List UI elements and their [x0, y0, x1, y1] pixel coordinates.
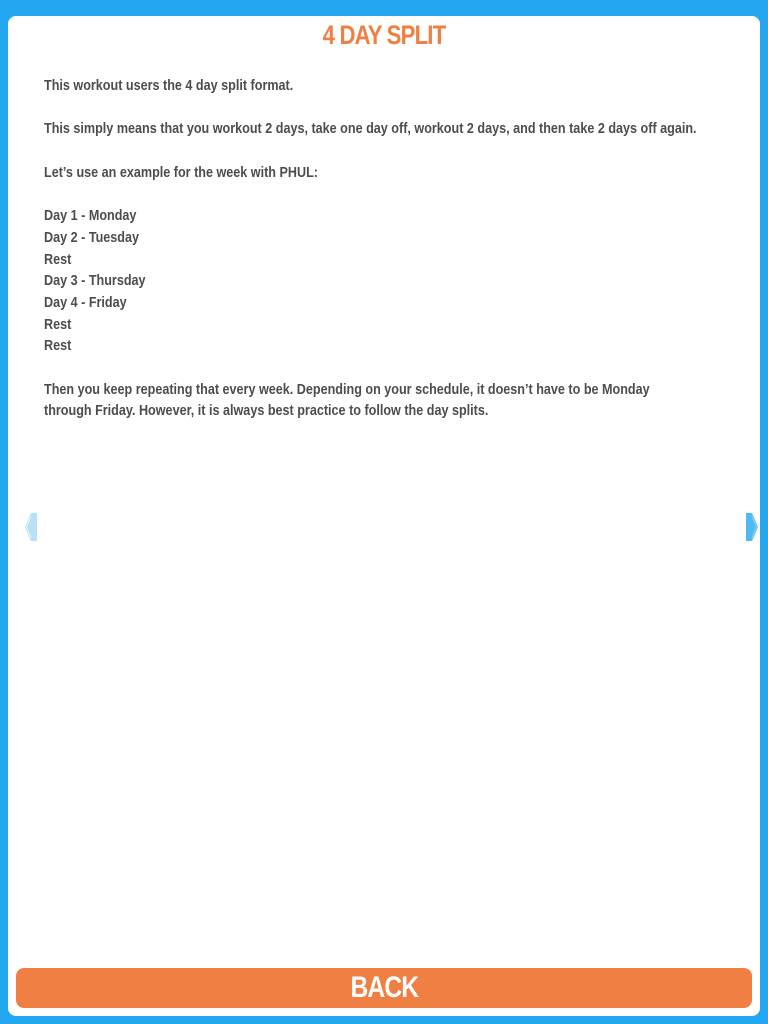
schedule-item-day-1: Day 1 - Monday — [44, 207, 137, 225]
closing-paragraph-line-2: through Friday. However, it is always best practice to follow the day splits. — [44, 402, 489, 420]
chevron-right-icon — [746, 513, 758, 541]
schedule-item-day-2: Day 2 - Tuesday — [44, 228, 140, 246]
back-button-label: BACK — [350, 971, 418, 1004]
schedule-item-rest-1: Rest — [44, 250, 72, 268]
back-button[interactable] — [16, 968, 752, 1008]
example-paragraph: Let’s use an example for the week with PHUL: — [44, 163, 319, 181]
schedule-item-rest-2: Rest — [44, 315, 72, 333]
article-body — [44, 75, 697, 422]
content-panel — [8, 16, 760, 1016]
next-page-button[interactable] — [746, 513, 758, 541]
schedule-item-rest-3: Rest — [44, 337, 72, 355]
previous-page-button[interactable] — [25, 513, 37, 541]
schedule-item-day-3: Day 3 - Thursday — [44, 272, 146, 290]
schedule-item-day-4: Day 4 - Friday — [44, 293, 127, 311]
explanation-paragraph: This simply means that you workout 2 days, take one day off, workout 2 days, and then take 2 days off again. — [44, 120, 697, 138]
chevron-left-icon — [25, 513, 37, 541]
closing-paragraph-line-1: Then you keep repeating that every week. Depending on your schedule, it doesn’t have to be Monday — [44, 380, 650, 398]
page-title: 4 DAY SPLIT — [322, 20, 446, 50]
intro-paragraph: This workout users the 4 day split format. — [44, 77, 294, 94]
